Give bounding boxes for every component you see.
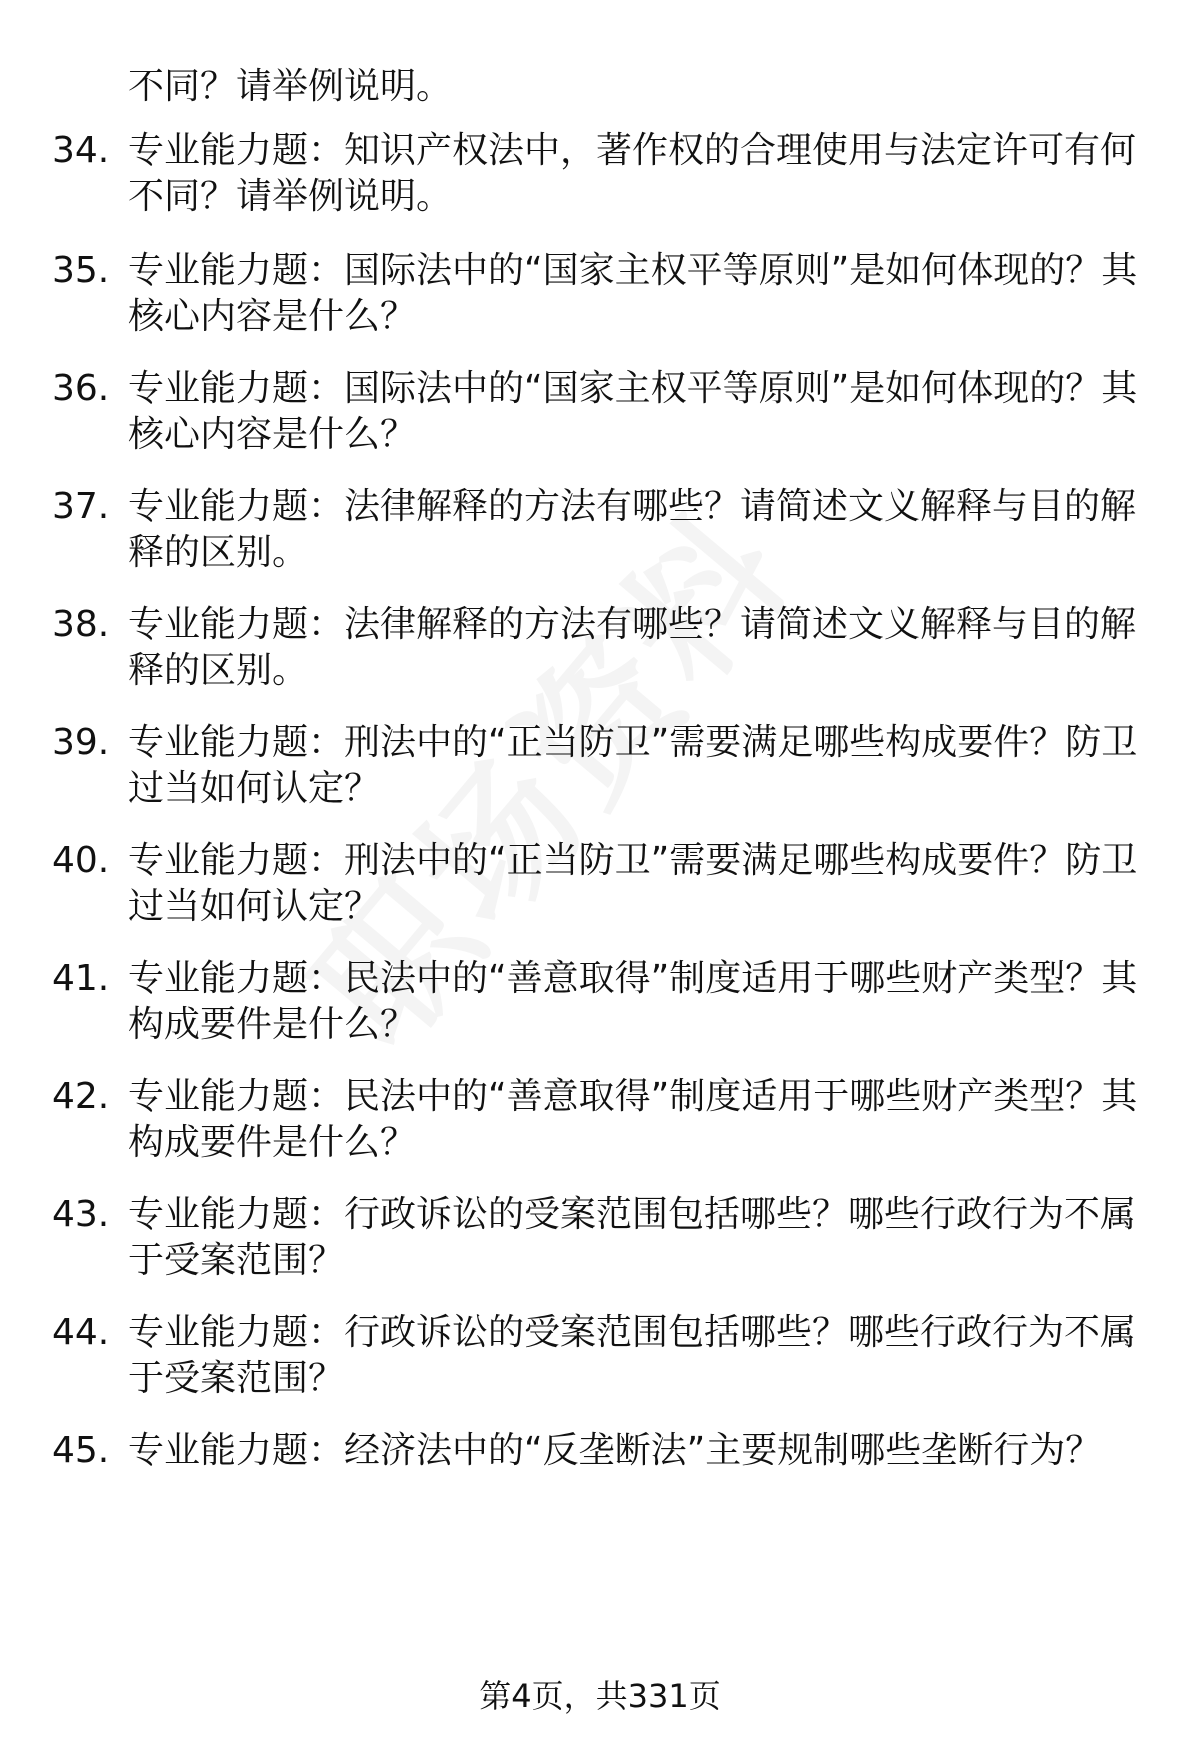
question-text: 专业能力题：法律解释的方法有哪些？请简述文义解释与目的解释的区别。 bbox=[128, 604, 1137, 691]
question-item bbox=[52, 1428, 1152, 1474]
question-item bbox=[52, 838, 1152, 930]
question-text: 专业能力题：经济法中的“反垄断法”主要规制哪些垄断行为？ bbox=[128, 1430, 1102, 1471]
question-item bbox=[52, 1074, 1152, 1166]
page-footer: 第4页，共331页 bbox=[479, 1677, 721, 1715]
question-item bbox=[52, 128, 1152, 220]
question-number: 41. bbox=[52, 958, 110, 999]
question-item bbox=[52, 956, 1152, 1048]
question-number: 45. bbox=[52, 1430, 110, 1471]
question-text: 专业能力题：行政诉讼的受案范围包括哪些？哪些行政行为不属于受案范围？ bbox=[128, 1194, 1137, 1281]
question-text: 专业能力题：国际法中的“国家主权平等原则”是如何体现的？其核心内容是什么？ bbox=[128, 368, 1138, 455]
question-text: 专业能力题：知识产权法中，著作权的合理使用与法定许可有何不同？请举例说明。 bbox=[128, 130, 1137, 217]
question-item bbox=[52, 248, 1152, 340]
question-number: 35. bbox=[52, 250, 110, 291]
question-number: 39. bbox=[52, 722, 110, 763]
question-item bbox=[52, 1310, 1152, 1402]
question-number: 44. bbox=[52, 1312, 110, 1353]
question-text: 专业能力题：民法中的“善意取得”制度适用于哪些财产类型？其构成要件是什么？ bbox=[128, 1076, 1138, 1163]
continuation-text: 不同？请举例说明。 bbox=[128, 66, 453, 107]
question-item bbox=[52, 602, 1152, 694]
question-text: 专业能力题：民法中的“善意取得”制度适用于哪些财产类型？其构成要件是什么？ bbox=[128, 958, 1138, 1045]
question-text: 专业能力题：国际法中的“国家主权平等原则”是如何体现的？其核心内容是什么？ bbox=[128, 250, 1138, 337]
question-text: 专业能力题：刑法中的“正当防卫”需要满足哪些构成要件？防卫过当如何认定？ bbox=[128, 722, 1138, 809]
question-number: 40. bbox=[52, 840, 110, 881]
question-item bbox=[52, 1192, 1152, 1284]
question-text: 专业能力题：刑法中的“正当防卫”需要满足哪些构成要件？防卫过当如何认定？ bbox=[128, 840, 1138, 927]
question-number: 34. bbox=[52, 130, 110, 171]
question-number: 37. bbox=[52, 486, 110, 527]
question-item bbox=[52, 484, 1152, 576]
question-number: 38. bbox=[52, 604, 110, 645]
question-text: 专业能力题：法律解释的方法有哪些？请简述文义解释与目的解释的区别。 bbox=[128, 486, 1137, 573]
question-item bbox=[52, 720, 1152, 812]
question-number: 43. bbox=[52, 1194, 110, 1235]
question-text: 专业能力题：行政诉讼的受案范围包括哪些？哪些行政行为不属于受案范围？ bbox=[128, 1312, 1137, 1399]
question-item bbox=[52, 366, 1152, 458]
question-number: 42. bbox=[52, 1076, 110, 1117]
question-number: 36. bbox=[52, 368, 110, 409]
